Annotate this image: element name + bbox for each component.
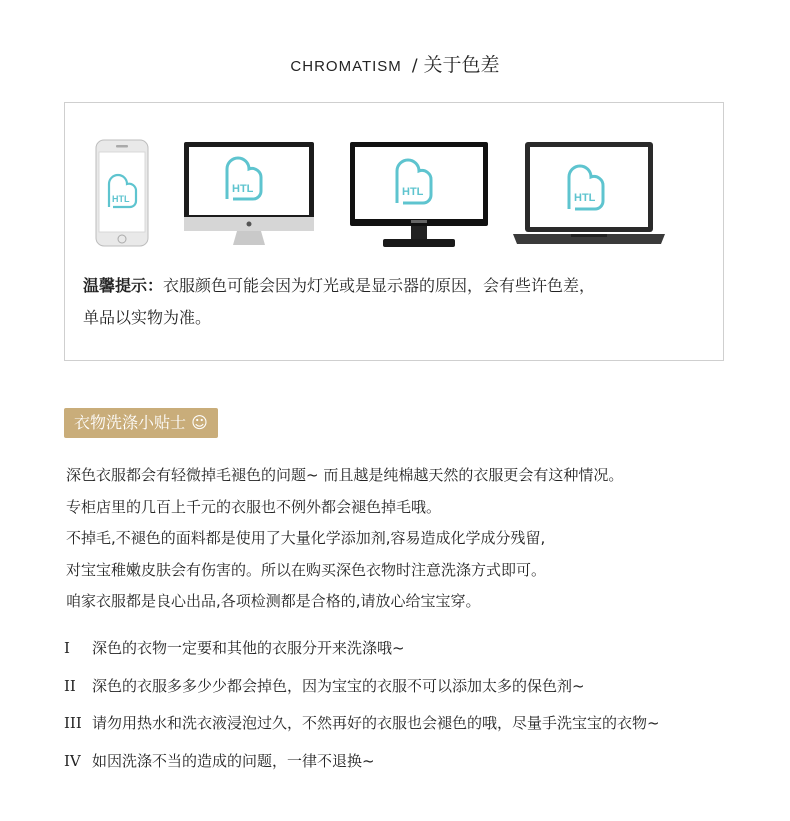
monitor-icon <box>349 141 489 249</box>
page-title <box>0 50 790 77</box>
notice-label: 温馨提示： <box>83 276 164 295</box>
notice-line-2: 单品以实物为准。 <box>83 308 212 327</box>
washing-tips-paragraph <box>66 460 623 618</box>
paragraph-line: 专柜店里的几百上千元的衣服也不例外都会褪色掉毛哦。 <box>66 497 442 516</box>
paragraph-line: 深色衣服都会有轻微掉毛褪色的问题~ 而且越是纯棉越天然的衣服更会有这种情况。 <box>66 466 624 484</box>
list-item <box>64 668 660 706</box>
list-item <box>64 630 660 668</box>
item-number: I <box>64 639 70 657</box>
device-illustrations <box>65 139 723 251</box>
list-item <box>64 743 660 781</box>
paragraph-line: 咱家衣服都是良心出品,各项检测都是合格的,请放心给宝宝穿。 <box>66 592 481 610</box>
title-chinese: 关于色差 <box>423 54 500 76</box>
logo-text: HTL <box>402 186 424 198</box>
washing-tips-list <box>64 630 660 780</box>
paragraph-line: 不掉毛,不褪色的面料都是使用了大量化学添加剂,容易造成化学成分残留, <box>66 529 546 547</box>
item-text: 深色的衣物一定要和其他的衣服分开来洗涤哦~ <box>92 639 405 657</box>
notice-text <box>83 270 595 334</box>
laptop-icon <box>511 141 667 247</box>
phone-icon <box>95 139 149 247</box>
chromatism-box <box>64 102 724 361</box>
item-text: 请勿用热水和洗衣液浸泡过久，不然再好的衣服也会褪色的哦，尽量手洗宝宝的衣物~ <box>92 714 660 732</box>
washing-tips-tag: 衣物洗涤小贴士 ☺ <box>64 408 218 438</box>
logo-text: HTL <box>112 194 130 204</box>
title-english: CHROMATISM <box>290 58 402 75</box>
item-text: 深色的衣服多多少少都会掉色，因为宝宝的衣服不可以添加太多的保色剂~ <box>92 676 585 695</box>
title-separator: / <box>411 56 418 76</box>
item-text: 如因洗涤不当的造成的问题，一律不退换~ <box>92 751 375 770</box>
list-item <box>64 705 660 743</box>
item-number: IV <box>64 751 81 770</box>
paragraph-line: 对宝宝稚嫩皮肤会有伤害的。所以在购买深色衣物时注意洗涤方式即可。 <box>66 560 547 579</box>
imac-icon <box>183 141 315 247</box>
item-number: II <box>64 676 76 695</box>
logo-text: HTL <box>232 183 254 195</box>
logo-text: HTL <box>574 192 596 204</box>
item-number: III <box>64 714 82 732</box>
notice-line-1: 衣服颜色可能会因为灯光或是显示器的原因，会有些许色差， <box>163 276 596 295</box>
